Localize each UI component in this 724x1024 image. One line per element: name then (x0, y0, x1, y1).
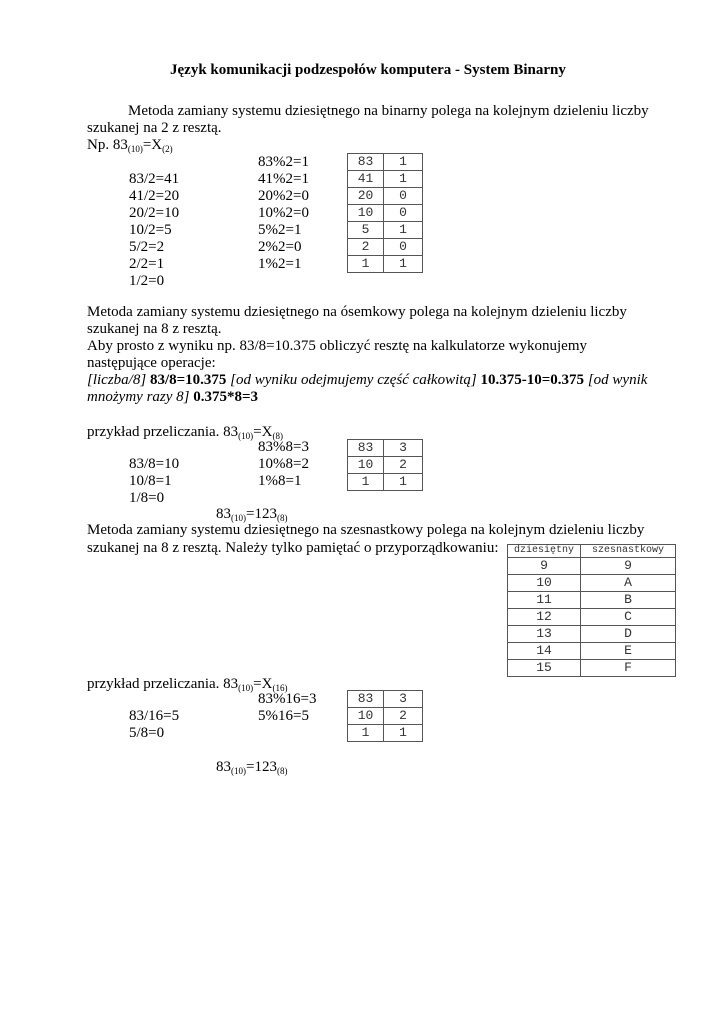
binary-method-line2: szukanej na 2 z resztą. (87, 120, 222, 136)
binary-remainder-row-cell: 0 (384, 188, 423, 205)
octal-method-line4: następujące operacje: (87, 355, 216, 371)
hex-remainder-row-cell: 2 (384, 708, 423, 725)
binary-division-line: 1/2=0 (129, 273, 165, 289)
binary-remainder-row-cell: 0 (384, 205, 423, 222)
binary-remainder-row-cell: 20 (348, 188, 384, 205)
hex-method-line2: szukanej na 8 z resztą. Należy tylko pamiętać o przyporządkowaniu: (87, 540, 499, 556)
octal-calc-steps-line2: mnożymy razy 8] 0.375*8=3 (87, 389, 259, 405)
hex-mapping-row-cell: 13 (508, 626, 581, 643)
binary-remainder-row (348, 222, 423, 239)
binary-remainder-row-cell: 1 (384, 222, 423, 239)
octal-remainder-row-cell: 83 (348, 440, 384, 457)
hex-mapping-row (508, 609, 676, 626)
octal-method-line2: szukanej na 8 z resztą. (87, 321, 222, 337)
octal-calc-steps-line1: [liczba/8] 83/8=10.375 [od wyniku odejmujemy część całkowitą] 10.375-10=0.375 [od wynik (87, 372, 648, 388)
binary-method-line1: Metoda zamiany systemu dziesiętnego na binarny polega na kolejnym dzieleniu liczby (128, 103, 649, 119)
binary-remainder-row-cell: 1 (348, 256, 384, 273)
binary-remainder-row (348, 154, 423, 171)
octal-remainder-row (348, 474, 423, 491)
hex-mapping-row-cell: B (581, 592, 676, 609)
octal-division-line: 83/8=10 (129, 456, 180, 472)
hex-remainder-row-cell: 83 (348, 691, 384, 708)
hex-modulo-line: 83%16=3 (258, 691, 317, 707)
hex-mapping-row-cell: C (581, 609, 676, 626)
hex-method-line1: Metoda zamiany systemu dziesiętnego na szesnastkowy polega na kolejnym dzieleniu liczby (87, 522, 645, 538)
binary-remainder-row (348, 171, 423, 188)
octal-result: $83_{(10)}=123_{(8)}$ (216, 506, 288, 523)
hex-division-line: 5/8=0 (129, 725, 165, 741)
binary-modulo-line: 83%2=1 (258, 154, 309, 170)
page-title: Język komunikacji podzespołów komputera - System Binarny (170, 62, 566, 78)
hex-mapping-row-cell: 10 (508, 575, 581, 592)
hex-mapping-row (508, 592, 676, 609)
binary-example-label: Np. $83_{(10)}=X_{(2)}$ (87, 137, 173, 154)
binary-remainder-table (347, 153, 423, 273)
hex-col-decimal: dziesiętny (508, 545, 581, 558)
octal-modulo-line: 10%8=2 (258, 456, 309, 472)
binary-modulo-line: 5%2=1 (258, 222, 302, 238)
binary-modulo-line: 2%2=0 (258, 239, 302, 255)
octal-remainder-row-cell: 1 (348, 474, 384, 491)
hex-mapping-row-cell: E (581, 643, 676, 660)
binary-division-line: 83/2=41 (129, 171, 180, 187)
octal-division-line: 1/8=0 (129, 490, 165, 506)
binary-division-line: 2/2=1 (129, 256, 165, 272)
hex-mapping-row-cell: 14 (508, 643, 581, 660)
octal-remainder-row-cell: 3 (384, 440, 423, 457)
hex-mapping-row-cell: 12 (508, 609, 581, 626)
hex-mapping-row-cell: 9 (508, 558, 581, 575)
octal-method-line1: Metoda zamiany systemu dziesiętnego na ósemkowy polega na kolejnym dzieleniu liczby (87, 304, 627, 320)
binary-remainder-row-cell: 5 (348, 222, 384, 239)
hex-remainder-row (348, 708, 423, 725)
binary-remainder-row (348, 239, 423, 256)
hex-remainder-row-cell: 3 (384, 691, 423, 708)
hex-mapping-row (508, 575, 676, 592)
hex-mapping-row-cell: A (581, 575, 676, 592)
binary-remainder-row-cell: 1 (384, 171, 423, 188)
hex-mapping-row (508, 643, 676, 660)
hex-mapping-row-cell: 9 (581, 558, 676, 575)
hex-remainder-row (348, 691, 423, 708)
hex-mapping-row (508, 558, 676, 575)
binary-division-line: 20/2=10 (129, 205, 180, 221)
octal-remainder-row (348, 457, 423, 474)
hex-modulo-line: 5%16=5 (258, 708, 309, 724)
binary-remainder-row-cell: 1 (384, 154, 423, 171)
hex-mapping-row-cell: 15 (508, 660, 581, 677)
binary-modulo-line: 10%2=0 (258, 205, 309, 221)
hex-mapping-row-cell: 11 (508, 592, 581, 609)
hex-result: $83_{(10)}=123_{(8)}$ (216, 759, 288, 776)
hex-division-line: 83/16=5 (129, 708, 180, 724)
binary-remainder-row (348, 205, 423, 222)
binary-remainder-row-cell: 41 (348, 171, 384, 188)
binary-remainder-row-cell: 10 (348, 205, 384, 222)
hex-remainder-row (348, 725, 423, 742)
binary-division-line: 41/2=20 (129, 188, 180, 204)
binary-division-line: 10/2=5 (129, 222, 172, 238)
octal-modulo-line: 83%8=3 (258, 439, 309, 455)
binary-remainder-row-cell: 2 (348, 239, 384, 256)
hex-remainder-row-cell: 10 (348, 708, 384, 725)
hex-mapping-table (507, 544, 676, 677)
octal-remainder-row (348, 440, 423, 457)
binary-remainder-row-cell: 83 (348, 154, 384, 171)
hex-example-label: przykład przeliczania. $83_{(10)}=X_{(16)}$ (87, 676, 288, 693)
hex-remainder-row-cell: 1 (384, 725, 423, 742)
hex-mapping-row (508, 626, 676, 643)
octal-remainder-table (347, 439, 423, 491)
binary-remainder-row (348, 256, 423, 273)
octal-modulo-line: 1%8=1 (258, 473, 302, 489)
binary-division-line: 5/2=2 (129, 239, 165, 255)
hex-mapping-row-cell: F (581, 660, 676, 677)
binary-modulo-line: 1%2=1 (258, 256, 302, 272)
hex-mapping-row-cell: D (581, 626, 676, 643)
octal-division-line: 10/8=1 (129, 473, 172, 489)
octal-remainder-row-cell: 2 (384, 457, 423, 474)
binary-remainder-row-cell: 1 (384, 256, 423, 273)
octal-method-line3: Aby prosto z wyniku np. 83/8=10.375 obliczyć resztę na kalkulatorze wykonujemy (87, 338, 588, 354)
binary-remainder-row (348, 188, 423, 205)
octal-example-label: przykład przeliczania. $83_{(10)}=X_{(8)}$ (87, 424, 283, 441)
binary-modulo-line: 41%2=1 (258, 171, 309, 187)
octal-remainder-row-cell: 1 (384, 474, 423, 491)
binary-modulo-line: 20%2=0 (258, 188, 309, 204)
hex-remainder-table (347, 690, 423, 742)
hex-mapping-row (508, 660, 676, 677)
octal-remainder-row-cell: 10 (348, 457, 384, 474)
binary-remainder-row-cell: 0 (384, 239, 423, 256)
hex-col-hex: szesnastkowy (581, 545, 676, 558)
hex-remainder-row-cell: 1 (348, 725, 384, 742)
